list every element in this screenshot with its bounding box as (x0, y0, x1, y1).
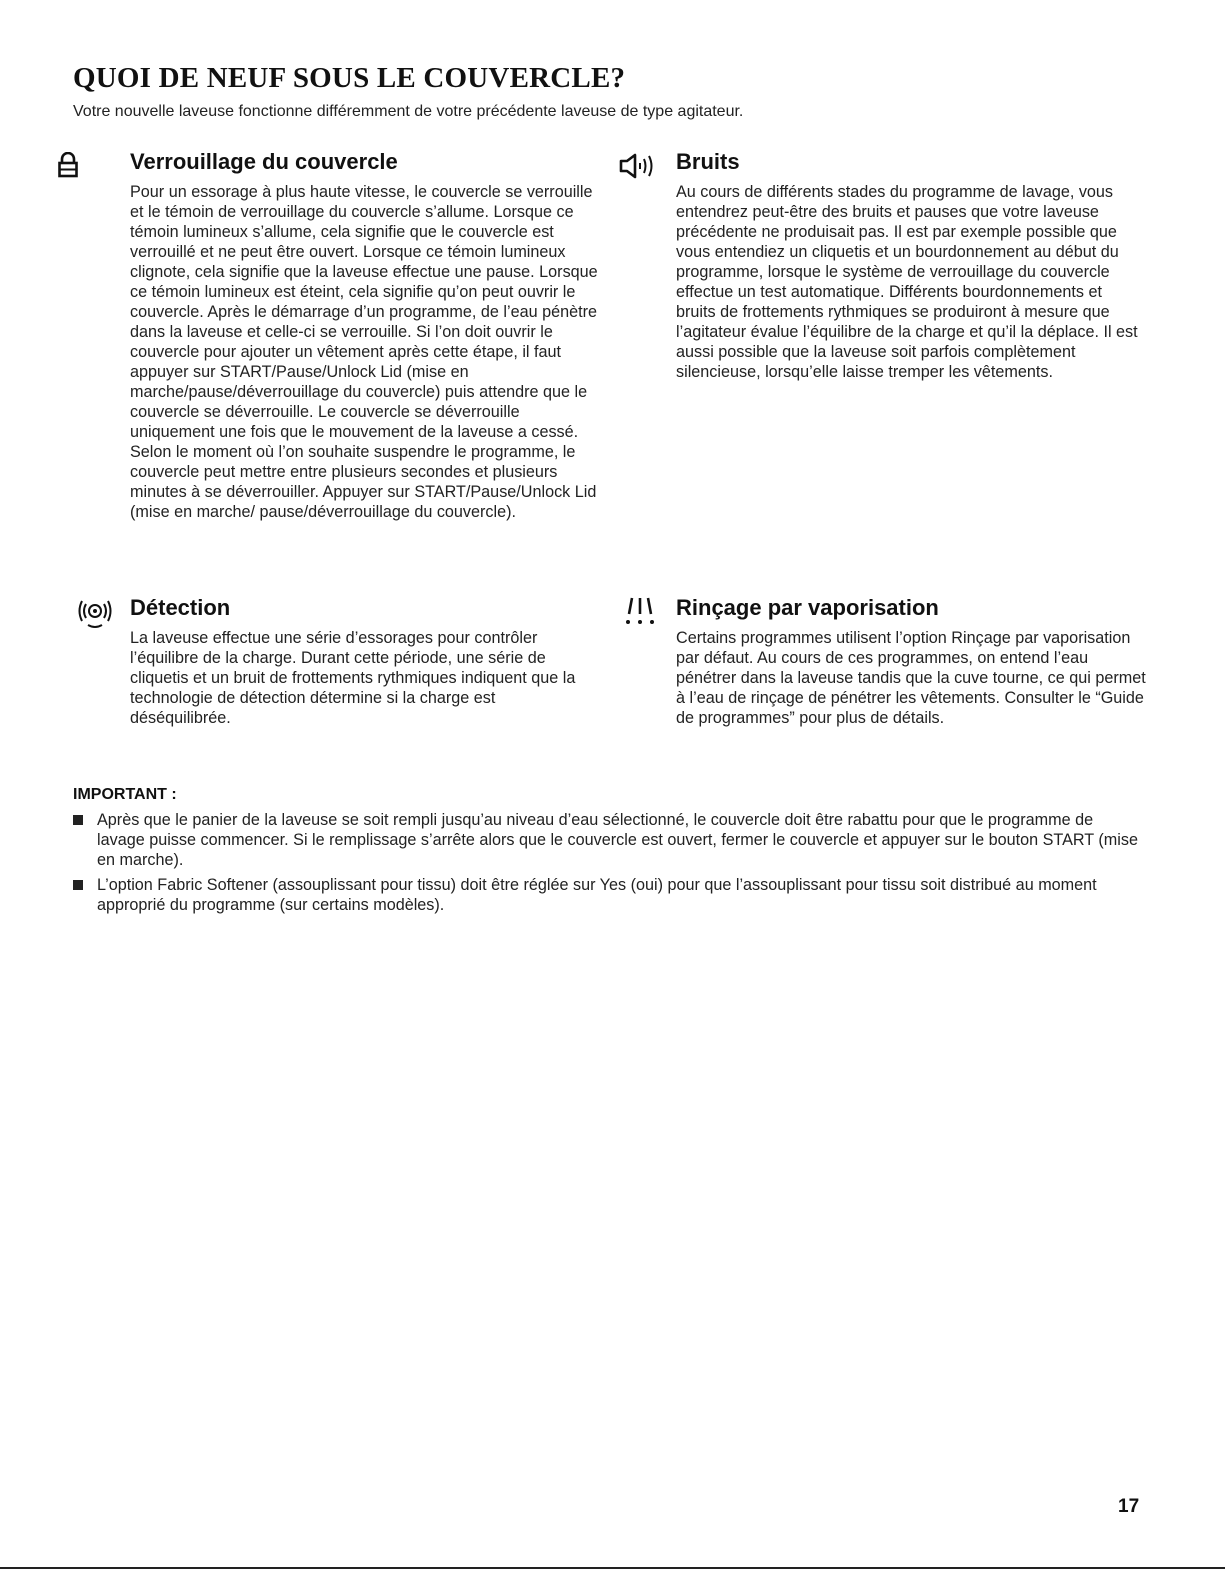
list-item (73, 875, 1143, 915)
spray-icon (620, 594, 660, 634)
section-heading: Rinçage par vaporisation (676, 595, 939, 620)
section-heading: Verrouillage du couvercle (130, 149, 398, 174)
important-notes (73, 786, 1143, 920)
section-body: Pour un essorage à plus haute vitesse, le couvercle se verrouille et le témoin de verrouillage du couvercle s’allume. Lorsque ce témoin lumineux s’allume, cela signifie que le couvercle est verrouillé et ne peut être ouvert. Lorsque ce témoin lumineux clignote, cela signifie que la laveuse effectue une pause. Lorsque ce témoin lumineux est éteint, cela signifie qu’on peut ouvrir le couvercle. Après le démarrage d’un programme, de l’eau pénètre dans la laveuse et celle-ci se verrouille. Si l’on doit ouvrir le couvercle pour ajouter un vêtement après cette étape, il faut appuyer sur START/Pause/Unlock Lid (mise en marche/pause/déverrouillage du couvercle) puis attendre que le couvercle se déverrouille. Le couvercle se déverrouille uniquement une fois que le mouvement de la laveuse a cessé. Selon le moment où l’on souhaite suspendre le programme, le couvercle peut mettre entre plusieurs secondes et plusieurs minutes à se déverrouiller. Appuyer sur START/Pause/Unlock Lid (mise en marche/ pause/déverrouillage du couvercle). (130, 183, 598, 521)
bottom-divider (0, 1567, 1225, 1569)
page-title: QUOI DE NEUF SOUS LE COUVERCLE? (73, 62, 626, 94)
speaker-icon (618, 152, 658, 180)
list-item-text: L’option Fabric Softener (assouplissant pour tissu) doit être réglée sur Yes (oui) pour que l’assouplissant pour tissu soit distribué au moment approprié du programme (sur certains modèles). (97, 876, 1097, 914)
square-bullet-icon (73, 815, 83, 825)
section-noises (676, 148, 1146, 382)
important-heading: IMPORTANT : (73, 786, 177, 803)
square-bullet-icon (73, 880, 83, 890)
page-subtitle: Votre nouvelle laveuse fonctionne différemment de votre précédente laveuse de type agitateur. (73, 103, 744, 120)
sensor-icon (78, 598, 112, 630)
important-list (73, 810, 1143, 915)
padlock-icon (58, 152, 78, 178)
section-detection (130, 594, 600, 728)
section-body: Certains programmes utilisent l’option Rinçage par vaporisation par défaut. Au cours de ces programmes, on entend l’eau pénétrer dans la laveuse tandis que la cuve tourne, ce qui permet à l’eau de rinçage de pénétrer les vêtements. Consulter le “Guide de programmes” pour plus de détails. (676, 629, 1146, 727)
section-spray-rinse (676, 594, 1146, 728)
page-number: 17 (1118, 1496, 1140, 1517)
section-heading: Détection (130, 595, 231, 620)
section-lid-lock (130, 148, 600, 522)
section-body: La laveuse effectue une série d’essorages pour contrôler l’équilibre de la charge. Durant cette période, une série de cliquetis et un bruit de frottements rythmiques indiquent que la technologie de détection détermine si la charge est déséquilibrée. (130, 629, 576, 727)
section-heading: Bruits (676, 149, 740, 174)
list-item-text: Après que le panier de la laveuse se soit rempli jusqu’au niveau d’eau sélectionné, le couvercle doit être rabattu pour que le programme de lavage puisse commencer. Si le remplissage s’arrête alors que le couvercle est ouvert, fermer le couvercle et appuyer sur le bouton START (mise en marche). (97, 811, 1138, 869)
list-item (73, 810, 1143, 870)
section-body: Au cours de différents stades du programme de lavage, vous entendrez peut-être des bruits et pauses que votre laveuse précédente ne produisait pas. Il est par exemple possible que vous entendiez un cliquetis et un bourdonnement au début du programme, lorsque le système de verrouillage du couvercle effectue un test automatique. Différents bourdonnements et bruits de frottements rythmiques se produiront à mesure que l’agitateur évalue l’équilibre de la charge et qu’il la déplace. Il est aussi possible que la laveuse soit parfois complètement silencieuse, lorsqu’elle laisse tremper les vêtements. (676, 183, 1138, 381)
